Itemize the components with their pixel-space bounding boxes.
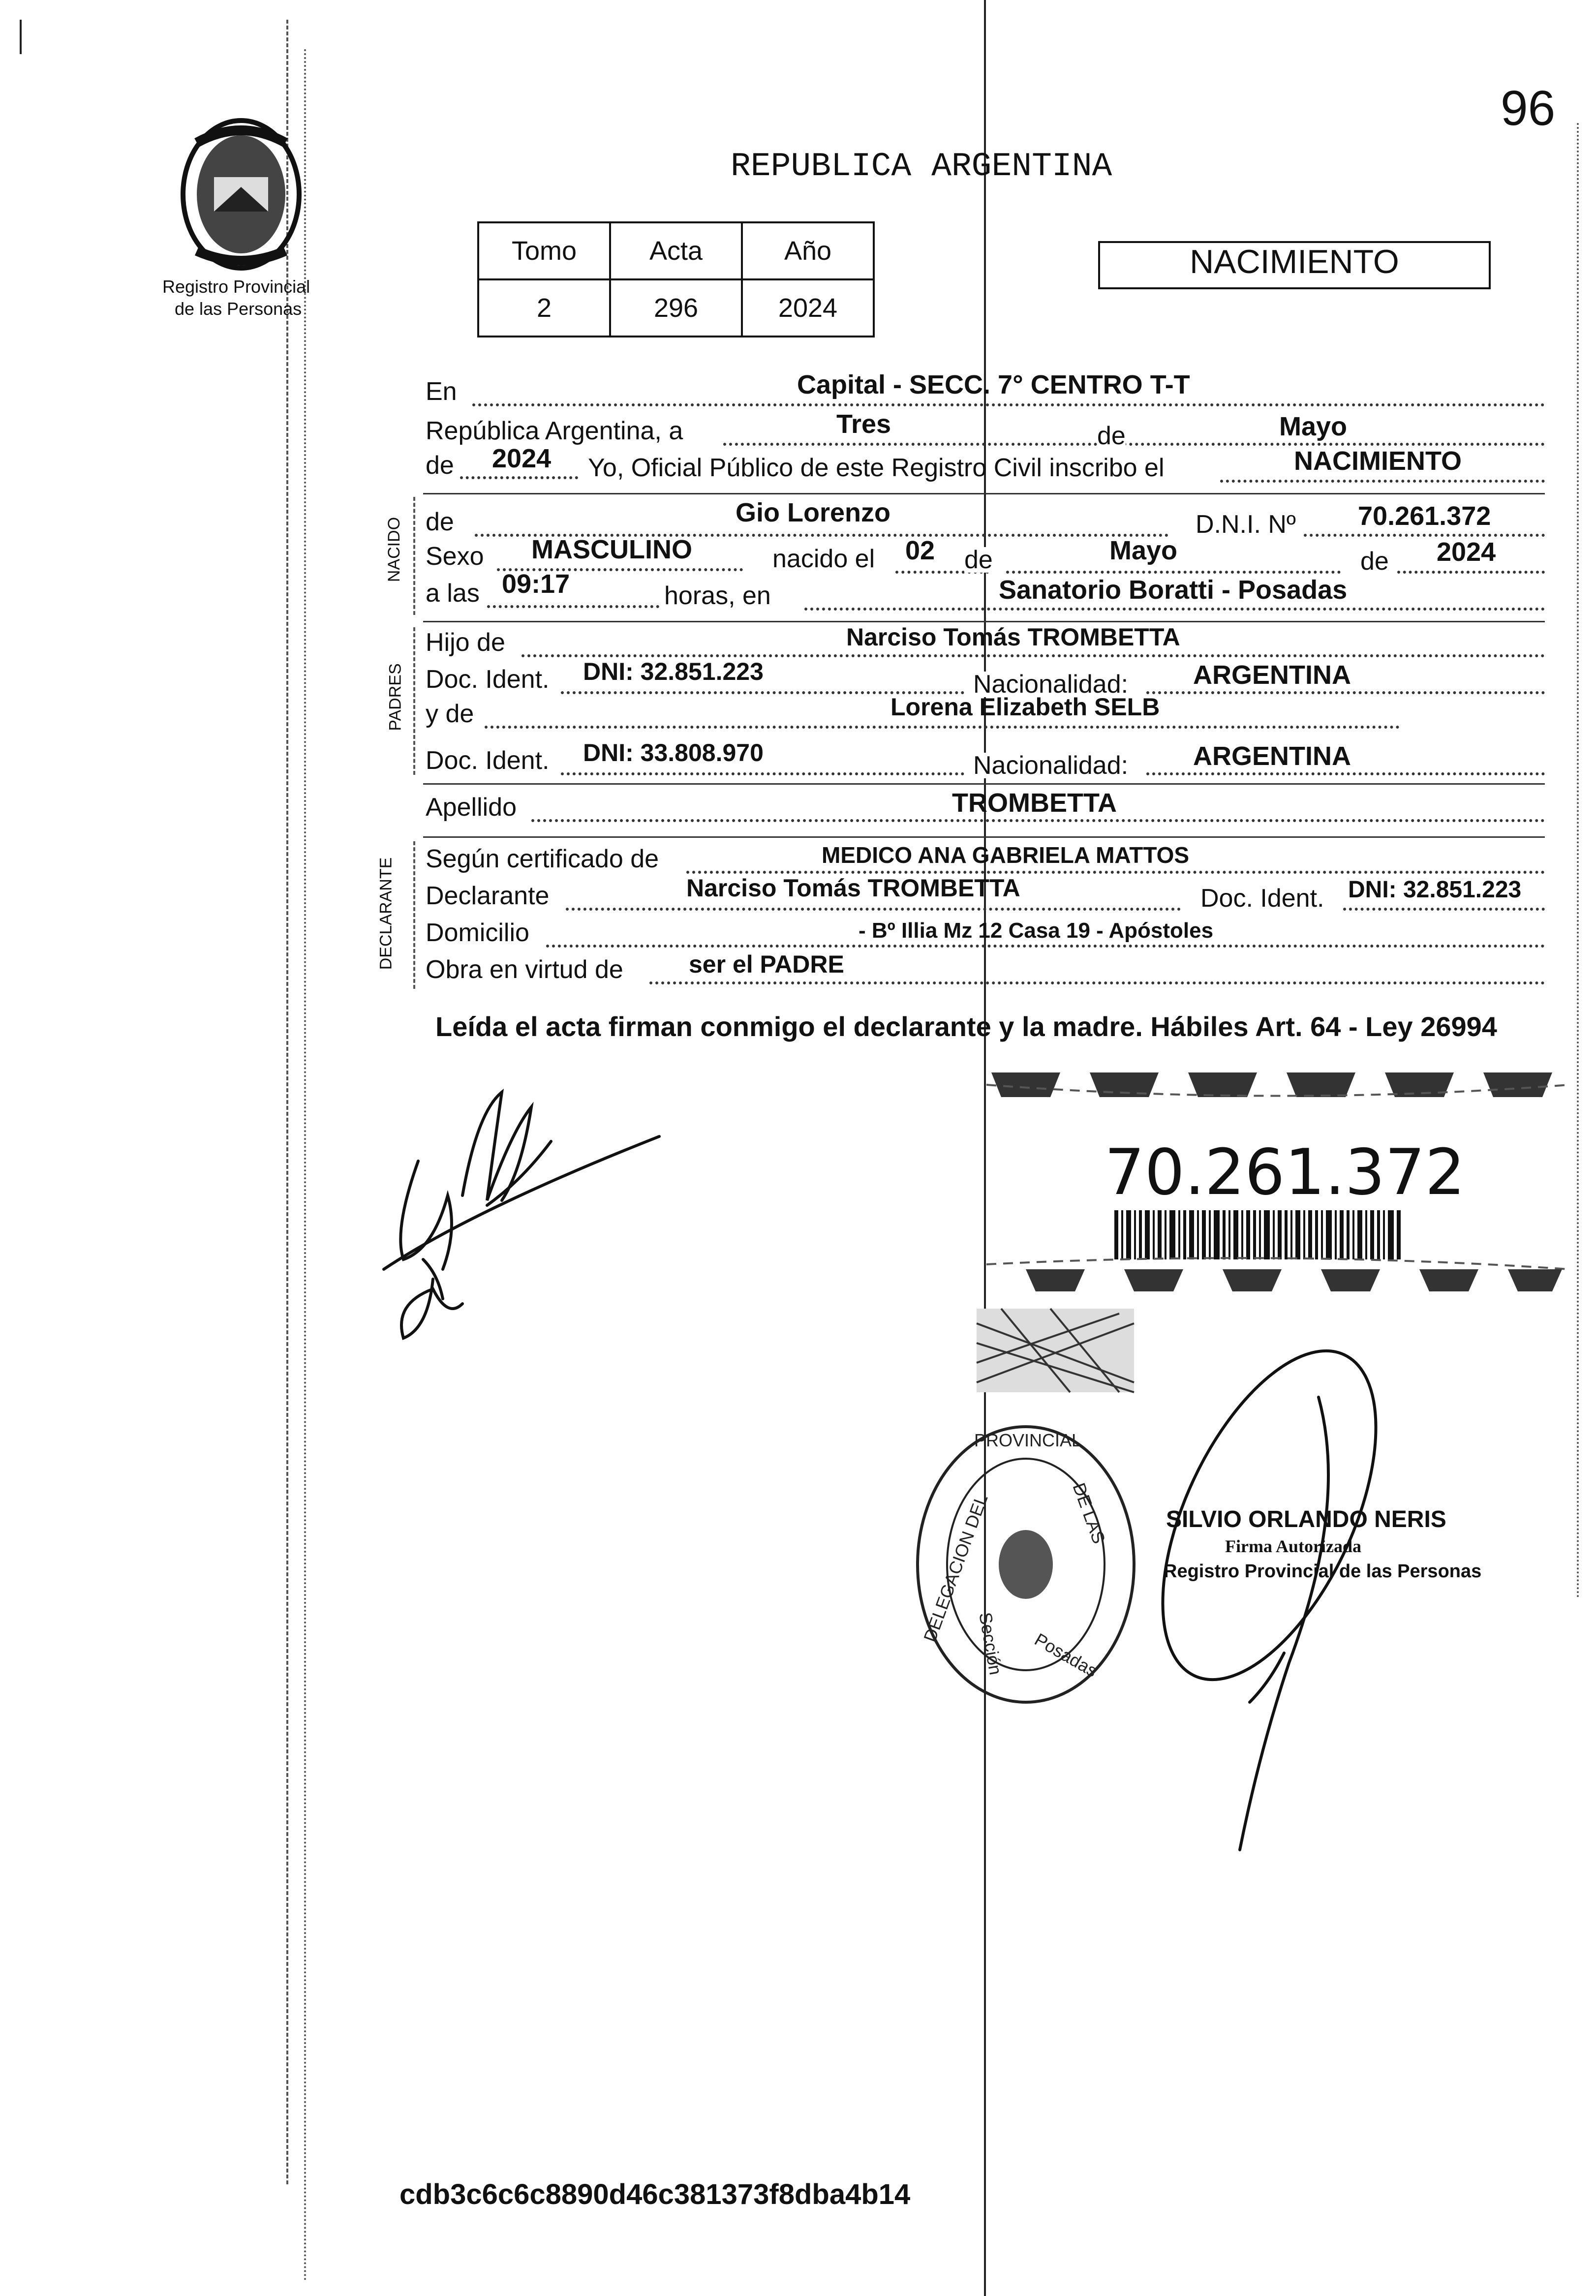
svg-text:DE LAS: DE LAS	[1069, 1480, 1109, 1547]
sexo-value: MASCULINO	[531, 535, 692, 564]
republica-label: República Argentina, a	[426, 417, 683, 445]
logo-caption-2: de las Personas	[175, 299, 302, 319]
segun-dots	[686, 871, 1545, 874]
document-type-box: NACIMIENTO	[1098, 241, 1491, 289]
obra-label: Obra en virtud de	[426, 955, 623, 984]
officer-title: Firma Autorizada	[1225, 1536, 1361, 1556]
separator-4	[423, 836, 1545, 838]
logo-caption-1: Registro Provincial	[162, 276, 310, 297]
apellido-value: TROMBETTA	[952, 788, 1117, 818]
svg-text:Posadas: Posadas	[1031, 1629, 1101, 1681]
place-dots	[804, 608, 1545, 611]
father-dots	[522, 654, 1545, 657]
de-label: de	[1097, 422, 1126, 450]
de3-label: de	[964, 546, 993, 574]
side-label-nacido: NACIDO	[385, 517, 404, 582]
decl-doc-label: Doc. Ident.	[1200, 884, 1324, 913]
security-hologram	[972, 1304, 1139, 1402]
decl-doc-dots	[1343, 908, 1545, 911]
country-title: REPUBLICA ARGENTINA	[731, 148, 1112, 185]
mother-nat-dots	[1146, 772, 1545, 775]
svg-text:PROVINCIAL: PROVINCIAL	[974, 1430, 1082, 1450]
domicilio-dots	[546, 945, 1545, 948]
mother-doc-dots	[561, 772, 964, 775]
mother-nat-label: Nacionalidad:	[973, 751, 1129, 780]
nacido-bracket	[413, 497, 415, 615]
security-pattern-top	[986, 1063, 1569, 1107]
header-ano: Año	[742, 222, 874, 279]
value-ano: 2024	[742, 279, 874, 337]
hour-dots	[487, 605, 659, 608]
page-number: 96	[1501, 81, 1556, 136]
dni-dots	[1304, 534, 1545, 537]
de4-label: de	[1360, 547, 1389, 576]
declarante-label: Declarante	[426, 882, 550, 910]
declarante-value: Narciso Tomás TROMBETTA	[686, 874, 1020, 902]
father-nat-label: Nacionalidad:	[973, 670, 1129, 699]
birth-year-dots	[1397, 571, 1545, 574]
hour-value: 09:17	[502, 569, 570, 599]
hijo-label: Hijo de	[426, 628, 505, 657]
birth-month: Mayo	[1109, 536, 1178, 565]
dni-value: 70.261.372	[1358, 501, 1491, 531]
mother-dots	[485, 726, 1400, 729]
declarant-signature	[374, 1072, 669, 1348]
segun-value: MEDICO ANA GABRIELA MATTOS	[822, 842, 1190, 868]
dni-label: D.N.I. Nº	[1196, 510, 1296, 539]
birth-day: 02	[905, 536, 935, 565]
birth-year: 2024	[1437, 537, 1496, 567]
en-dots	[472, 403, 1545, 406]
de2-label: de	[426, 451, 454, 480]
inscribo-dots	[1220, 480, 1545, 483]
year-value: 2024	[492, 444, 552, 473]
left-fold-line	[286, 20, 288, 2184]
header-acta: Acta	[610, 222, 742, 279]
horas-label: horas, en	[664, 582, 771, 610]
side-label-declarante: DECLARANTE	[376, 857, 396, 970]
segun-label: Según certificado de	[426, 845, 659, 873]
obra-value: ser el PADRE	[689, 950, 844, 978]
domicilio-value: - Bº Illia Mz 12 Casa 19 - Apóstoles	[859, 918, 1214, 943]
separator-2	[423, 621, 1545, 622]
svg-text:DELEGACION DEL: DELEGACION DEL	[919, 1491, 992, 1645]
value-acta: 296	[610, 279, 742, 337]
left-fold-line-2	[304, 49, 306, 2283]
apellido-dots	[531, 819, 1545, 822]
padres-bracket	[413, 627, 415, 775]
closing-text: Leída el acta firman conmigo el declarante y la madre. Hábiles Art. 64 - Ley 26994	[435, 1011, 1497, 1042]
officer-name: SILVIO ORLANDO NERIS	[1166, 1506, 1446, 1532]
barcode-number: 70.261.372	[1105, 1136, 1465, 1209]
oficial-text: Yo, Oficial Público de este Registro Civil inscribo el	[588, 454, 1165, 482]
declarante-bracket	[413, 841, 415, 989]
inscribo-value: NACIMIENTO	[1294, 446, 1462, 476]
officer-org: Registro Provincial de las Personas	[1164, 1561, 1482, 1582]
yde-label: y de	[426, 700, 474, 728]
name-value: Gio Lorenzo	[736, 498, 890, 527]
father-doc: DNI: 32.851.223	[583, 658, 764, 685]
nacido-el-label: nacido el	[772, 545, 875, 573]
mother-doc: DNI: 33.808.970	[583, 739, 764, 766]
official-seal	[905, 1417, 1146, 1712]
domicilio-label: Domicilio	[426, 918, 529, 947]
nacido-de-label: de	[426, 508, 454, 536]
header-tomo: Tomo	[478, 222, 610, 279]
republica-dots	[723, 443, 1545, 446]
year-dots	[460, 476, 578, 479]
decl-doc-value: DNI: 32.851.223	[1348, 877, 1522, 903]
day-value: Tres	[836, 409, 891, 439]
svg-text:Sección: Sección	[975, 1611, 1006, 1677]
left-margin-line	[20, 20, 22, 54]
alas-label: a las	[426, 579, 480, 608]
separator-3	[423, 783, 1545, 785]
father-doc-label: Doc. Ident.	[426, 665, 550, 694]
sexo-label: Sexo	[426, 542, 484, 571]
side-label-padres: PADRES	[386, 663, 405, 731]
document-hash: cdb3c6c6c8890d46c381373f8dba4b14	[399, 2178, 911, 2210]
provincia-misiones-logo	[167, 113, 315, 276]
mother-nat: ARGENTINA	[1193, 741, 1351, 771]
apellido-label: Apellido	[426, 793, 517, 822]
center-fold-line	[984, 0, 986, 2296]
mother-value: Lorena Elizabeth SELB	[890, 693, 1160, 721]
value-tomo: 2	[478, 279, 610, 337]
obra-dots	[649, 981, 1545, 984]
declarante-dots	[566, 908, 1181, 911]
father-nat-dots	[1146, 691, 1545, 694]
en-label: En	[426, 377, 457, 406]
month-value: Mayo	[1279, 412, 1348, 441]
mother-doc-label: Doc. Ident.	[426, 746, 550, 775]
father-nat: ARGENTINA	[1193, 660, 1351, 690]
en-value: Capital - SECC. 7° CENTRO T-T	[797, 370, 1190, 399]
tomo-acta-ano-table	[477, 221, 875, 337]
officer-signature	[1141, 1309, 1417, 1869]
father-value: Narciso Tomás TROMBETTA	[846, 623, 1180, 651]
place-value: Sanatorio Boratti - Posadas	[999, 575, 1348, 605]
barcode	[1114, 1210, 1405, 1259]
birth-month-dots	[1006, 571, 1341, 574]
separator-1	[423, 493, 1545, 494]
security-pattern-bottom	[986, 1255, 1569, 1299]
right-edge-line	[1577, 123, 1579, 1599]
